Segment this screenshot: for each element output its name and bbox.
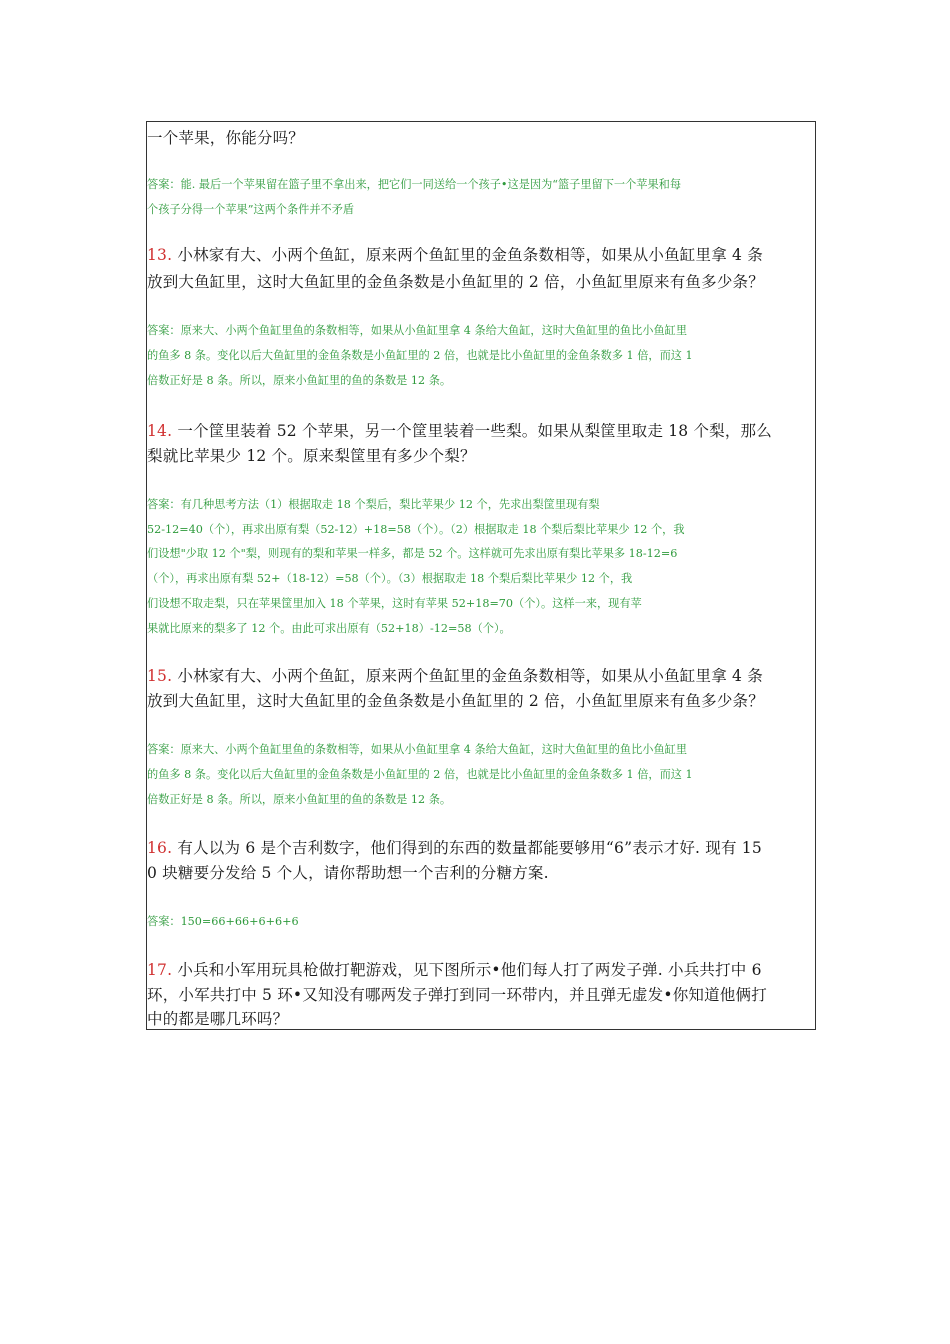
answer-text: 倍数正好是 8 条。所以，原来小鱼缸里的鱼的条数是 12 条。 [147, 793, 452, 806]
question-number: 16. [147, 839, 173, 857]
answer-text: 的鱼多 8 条。变化以后大鱼缸里的金鱼条数是小鱼缸里的 2 倍，也就是比小鱼缸里的金鱼条数多 1 倍，而这 1 [147, 768, 693, 781]
question-13: 13. 小林家有大、小两个鱼缸，原来两个鱼缸里的金鱼条数相等，如果从小鱼缸里拿 4 条 [147, 246, 763, 264]
question-number: 14. [147, 422, 173, 440]
question-text: 梨就比苹果少 12 个。原来梨筐里有多少个梨？ [147, 447, 476, 465]
answer-text: 们设想不取走梨，只在苹果筐里加入 18 个苹果，这时有苹果 52+18=70（个）。这样一来，现有苹 [147, 597, 642, 610]
answer-text: 答案：原来大、小两个鱼缸里鱼的条数相等，如果从小鱼缸里拿 4 条给大鱼缸，这时大鱼缸里的鱼比小鱼缸里 [147, 324, 688, 337]
question-15: 15. 小林家有大、小两个鱼缸，原来两个鱼缸里的金鱼条数相等，如果从小鱼缸里拿 4 条 [147, 667, 763, 685]
question-number: 13. [147, 246, 173, 264]
question-17: 17. 小兵和小军用玩具枪做打靶游戏，见下图所示•他们每人打了两发子弹. 小兵共打中 6 [147, 961, 762, 979]
answer-text: 们设想"少取 12 个"梨，则现有的梨和苹果一样多，都是 52 个。这样就可先求出原有梨比苹果多 18-12=6 [147, 547, 678, 560]
answer-text: 答案：原来大、小两个鱼缸里鱼的条数相等，如果从小鱼缸里拿 4 条给大鱼缸，这时大鱼缸里的鱼比小鱼缸里 [147, 743, 688, 756]
answer-text: 答案：有几种思考方法（1）根据取走 18 个梨后，梨比苹果少 12 个，先求出梨筐里现有梨 [147, 498, 600, 511]
answer-text: 果就比原来的梨多了 12 个。由此可求出原有（52+18）-12=58（个）。 [147, 622, 511, 635]
answer-text: （个），再求出原有梨 52+（18-12）=58（个）。（3）根据取走 18 个梨后梨比苹果少 12 个，我 [147, 572, 633, 585]
answer-text: 个孩子分得一个苹果”这两个条件并不矛盾 [147, 203, 355, 216]
answer-text: 倍数正好是 8 条。所以，原来小鱼缸里的鱼的条数是 12 条。 [147, 374, 452, 387]
question-text: 中的都是哪几环吗？ [147, 1010, 289, 1028]
question-text: 放到大鱼缸里，这时大鱼缸里的金鱼条数是小鱼缸里的 2 倍，小鱼缸里原来有鱼多少条？ [147, 692, 764, 710]
question-text: 环，小军共打中 5 环•又知没有哪两发子弹打到同一环带内，并且弹无虚发•你知道他俩打 [147, 986, 767, 1004]
question-text: 一个苹果，你能分吗？ [147, 129, 305, 147]
answer-text: 答案：150=66+66+6+6+6 [147, 915, 299, 928]
question-16: 16. 有人以为 6 是个吉利数字，他们得到的东西的数量都能要够用“6”表示才好. 现有 15 [147, 839, 762, 857]
question-text: 放到大鱼缸里，这时大鱼缸里的金鱼条数是小鱼缸里的 2 倍，小鱼缸里原来有鱼多少条？ [147, 273, 764, 291]
question-14: 14. 一个筐里装着 52 个苹果，另一个筐里装着一些梨。如果从梨筐里取走 18 个梨，那么 [147, 422, 772, 440]
question-text: 0 块糖要分发给 5 个人，请你帮助想一个吉利的分糖方案. [147, 864, 549, 882]
question-number: 15. [147, 667, 173, 685]
answer-text: 答案：能. 最后一个苹果留在篮子里不拿出来，把它们一同送给一个孩子•这是因为“篮子里留下一个苹果和每 [147, 178, 682, 191]
question-number: 17. [147, 961, 173, 979]
answer-text: 52-12=40（个），再求出原有梨（52-12）+18=58（个）。（2）根据取走 18 个梨后梨比苹果少 12 个，我 [147, 523, 685, 536]
answer-text: 的鱼多 8 条。变化以后大鱼缸里的金鱼条数是小鱼缸里的 2 倍，也就是比小鱼缸里的金鱼条数多 1 倍，而这 1 [147, 349, 693, 362]
